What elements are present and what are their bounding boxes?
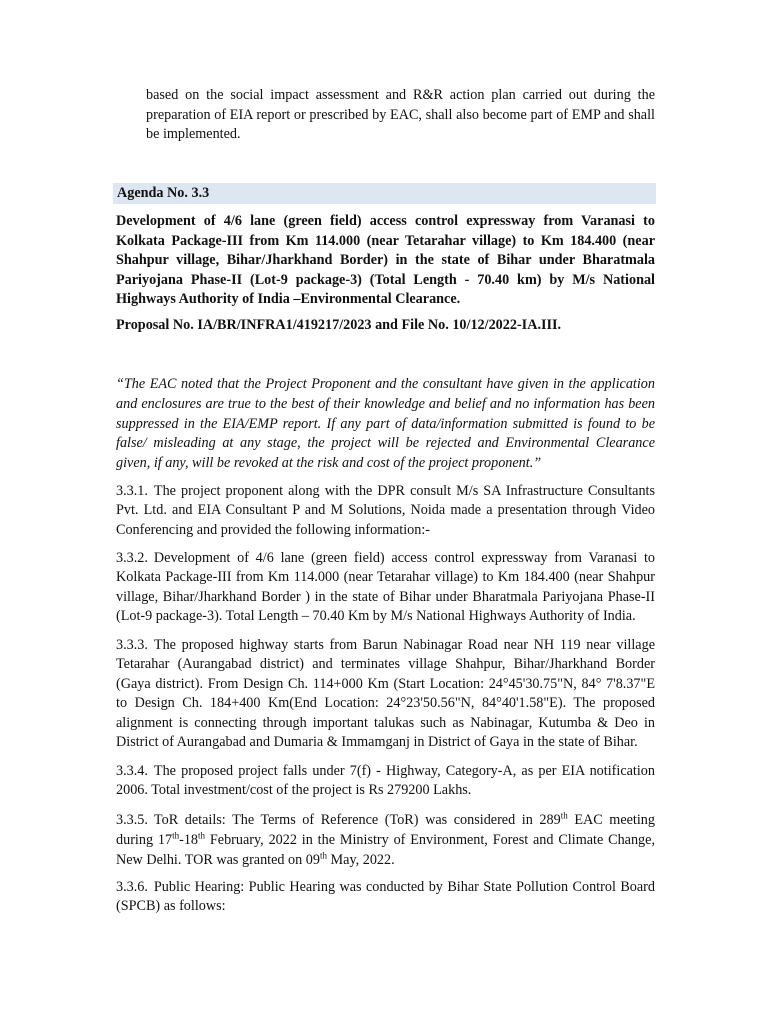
eac-quote: “The EAC noted that the Project Proponent and the consultant have given in the application and enclosures are true to the best of their knowledge and belief and no information has been suppressed in the EIA/EMP report. If any part of data/information submitted is found to be false/ misleading at any stage, the project will be rejected and Environmental Clearance given, if any, will be revoked at the risk and cost of the project proponent.” [116,376,655,472]
agenda-heading: Agenda No. 3.3 [113,183,656,204]
paragraph-text: The proposed project falls under 7(f) - Highway, Category-A, as per EIA notification 2006. Total investment/cost of the project is Rs 279200 Lakhs. [116,763,655,799]
ordinal-suffix: th [560,810,568,821]
paragraph-number: 3.3.4. [116,763,148,779]
paragraph-text: February, 2022 in the Ministry of Environment, Forest and Climate Change, New Delhi. TOR was granted on 09 [116,832,655,868]
paragraph-3-3-1 [116,482,655,540]
paragraph-3-3-4 [116,762,655,801]
agenda-title: Development of 4/6 lane (green field) access control expressway from Varanasi to Kolkata Package-III from Km 114.000 (near Tetarahar village) to Km 184.400 (near Shahpur village, Bihar/Jharkhand Border) in the state of Bihar under Bharatmala Pariyojana Phase-II (Lot-9 package-3) (Total Length - 70.40 km) by M/s National Highways Authority of India –Environmental Clearance. [116,213,655,308]
paragraph-3-3-3 [116,636,655,752]
intro-paragraph: based on the social impact assessment and R&R action plan carried out during the preparation of EIA report or prescribed by EAC, shall also become part of EMP and shall be implemented. [146,87,655,143]
paragraph-number: 3.3.2. [116,550,148,566]
ordinal-suffix: th [172,830,180,841]
paragraph-3-3-6 [116,878,655,917]
paragraph-text: ToR details: The Terms of Reference (ToR) was considered in 289 [153,812,561,828]
paragraph-number: 3.3.3. [116,637,148,653]
ordinal-suffix: th [198,830,206,841]
paragraph-text: Public Hearing: Public Hearing was conducted by Bihar State Pollution Control Board (SPCB) as follows: [116,879,655,915]
paragraph-3-3-5 [116,810,655,870]
paragraph-text: EAC meeting during 17 [116,812,655,848]
paragraph-3-3-2 [116,549,655,627]
paragraph-text: Development of 4/6 lane (green field) access control expressway from Varanasi to Kolkata Package-III from Km 114.000 (near Tetarahar village) to Km 184.400 (near Shahpur village, Bihar/Jharkhand Border ) in the state of Bihar under Bharatmala Pariyojana Phase-II (Lot-9 package-3). Total Length – 70.40 Km by M/s National Highways Authority of India. [116,550,655,625]
paragraph-text: The project proponent along with the DPR consult M/s SA Infrastructure Consultants Pvt. Ltd. and EIA Consultant P and M Solutions, Noida made a presentation through Video Conferencing and provided the following information:- [116,483,655,538]
paragraph-text: The proposed highway starts from Barun Nabinagar Road near NH 119 near village Tetarahar (Aurangabad district) and terminates village Shahpur, Bihar/Jharkhand Border (Gaya district). From Design Ch. 114+000 Km (Start Location: 24°45'30.75"N, 84° 7'8.37"E to Design Ch. 184+400 Km(End Location: 24°23'50.56"N, 84°40'1.58"E). The proposed alignment is connecting through important talukas such as Nabinagar, Kutumba & Deo in District of Aurangabad and Dumaria & Immamganj in District of Gaya in the state of Bihar. [116,637,655,751]
paragraph-text: May, 2022. [327,852,395,868]
proposal-number: Proposal No. IA/BR/INFRA1/419217/2023 and File No. 10/12/2022-IA.III. [116,317,562,333]
paragraph-number: 3.3.5. [116,812,148,828]
paragraph-number: 3.3.6. [116,879,148,895]
ordinal-suffix: th [319,850,327,861]
paragraph-number: 3.3.1. [116,483,148,499]
paragraph-text: -18 [179,832,199,848]
